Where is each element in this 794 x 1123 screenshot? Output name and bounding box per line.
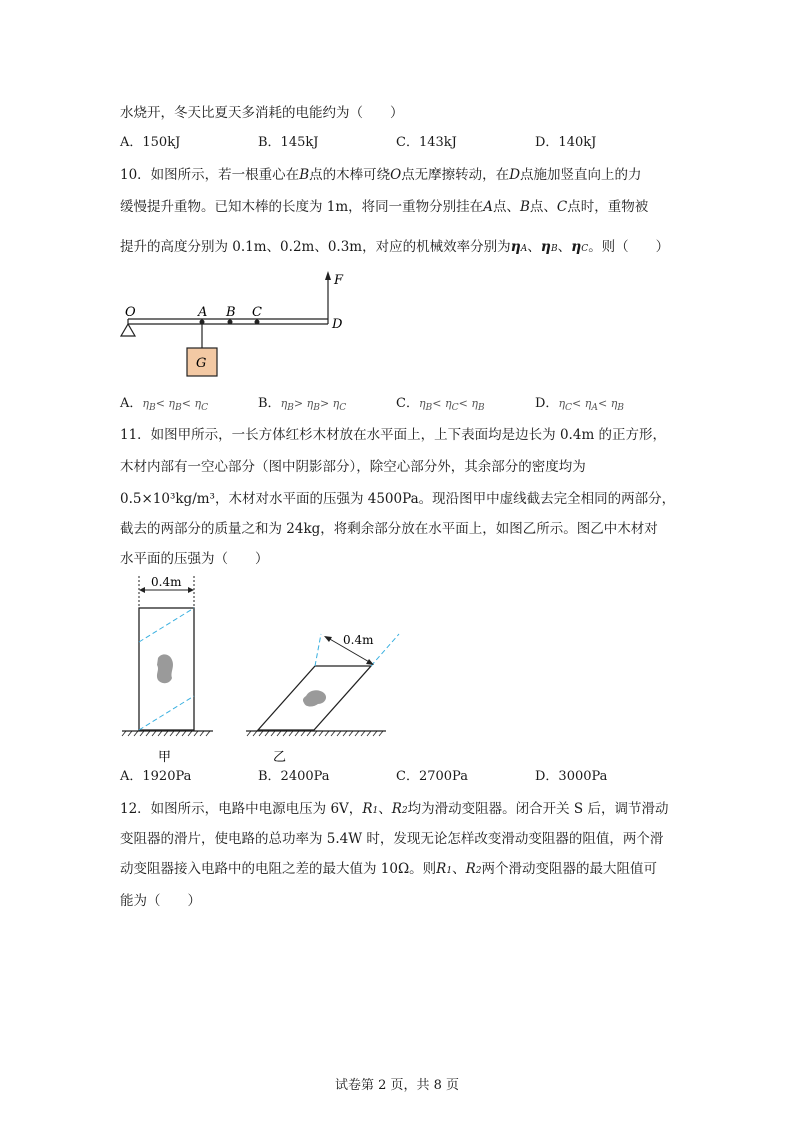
label-f: F: [334, 273, 344, 288]
q10-line-2: 缓慢提升重物。已知木棒的长度为 1m，将同一重物分别挂在A点、B点、C点时，重物被: [120, 199, 649, 215]
q9-option-a: A．150kJ: [120, 135, 181, 150]
q9-option-d: D．140kJ: [535, 135, 597, 150]
q10-option-c: C．$\eta_B< \eta_C< \eta_B$: [396, 396, 485, 414]
q10-line-3: 提升的高度分别为 0.1m、0.2m、0.3m，对应的机械效率分别为ηA、ηB、ηC。则（ ）: [120, 239, 670, 255]
q11-option-d: D．3000Pa: [535, 769, 608, 784]
q10-option-d: D．$\eta_C< \eta_A< \eta_B$: [535, 396, 625, 414]
q11-line-5: 水平面的压强为（ ）: [120, 551, 269, 567]
q11-option-a: A．1920Pa: [120, 769, 192, 784]
cavity-yi: [303, 690, 326, 706]
q10-option-b: B．$\eta_B> \eta_B> \eta_C$: [258, 396, 347, 414]
label-b: B: [226, 305, 236, 320]
q9-option-b: B．145kJ: [258, 135, 319, 150]
q12-line-3: 动变阻器接入电路中的电阻之差的最大值为 10Ω。则R1、R2两个滑动变阻器的最大阻值可: [120, 861, 657, 877]
label-jia: 甲: [158, 750, 172, 765]
q11-line-3: 0.5×10³kg/m³，木材对水平面的压强为 4500Pa。现沿图甲中虚线截去完全相同的两部分，: [120, 491, 676, 507]
q9-option-c: C．143kJ: [396, 135, 457, 150]
dim-label-yi: 0.4m: [343, 633, 374, 647]
q11-line-1: 11．如图甲所示，一长方体红杉木材放在水平面上，上下表面均是边长为 0.4m 的正方形，: [120, 427, 667, 443]
q12-line-1: 12．如图所示，电路中电源电压为 6V，R1、R2均为滑动变阻器。闭合开关 S 后，调节滑动: [120, 801, 669, 817]
page-footer: 试卷第 2 页，共 8 页: [334, 1078, 460, 1093]
label-a: A: [198, 305, 208, 320]
label-yi: 乙: [273, 750, 287, 765]
q12-line-2: 变阻器的滑片，使电路的总功率为 5.4W 时，发现无论怎样改变滑动变阻器的阻值，两个滑: [120, 831, 664, 847]
q12-line-4: 能为（ ）: [120, 893, 201, 909]
pivot-triangle: [121, 324, 135, 336]
timber-figure: [118, 570, 408, 766]
cavity-jia: [157, 654, 173, 683]
dim-label-jia: 0.4m: [151, 575, 182, 589]
q11-line-2: 木材内部有一空心部分（图中阴影部分），除空心部分外，其余部分的密度均为: [120, 459, 586, 475]
label-d: D: [332, 317, 343, 332]
q11-line-4: 截去的两部分的质量之和为 24kg，将剩余部分放在水平面上，如图乙所示。图乙中木材对: [120, 521, 658, 537]
q10-line-1: 10．如图所示，若一根重心在B点的木棒可绕O点无摩擦转动，在D点施加竖直向上的力: [120, 167, 642, 183]
q10-option-a: A．$\eta_B< \eta_B< \eta_C$: [120, 396, 209, 414]
label-o: O: [125, 305, 136, 320]
lever-figure: [115, 268, 355, 380]
q11-option-c: C．2700Pa: [396, 769, 468, 784]
q11-option-b: B．2400Pa: [258, 769, 330, 784]
label-g: G: [196, 356, 207, 371]
label-c: C: [252, 305, 262, 320]
q9-text: 水烧开，冬天比夏天多消耗的电能约为（ ）: [120, 105, 404, 121]
